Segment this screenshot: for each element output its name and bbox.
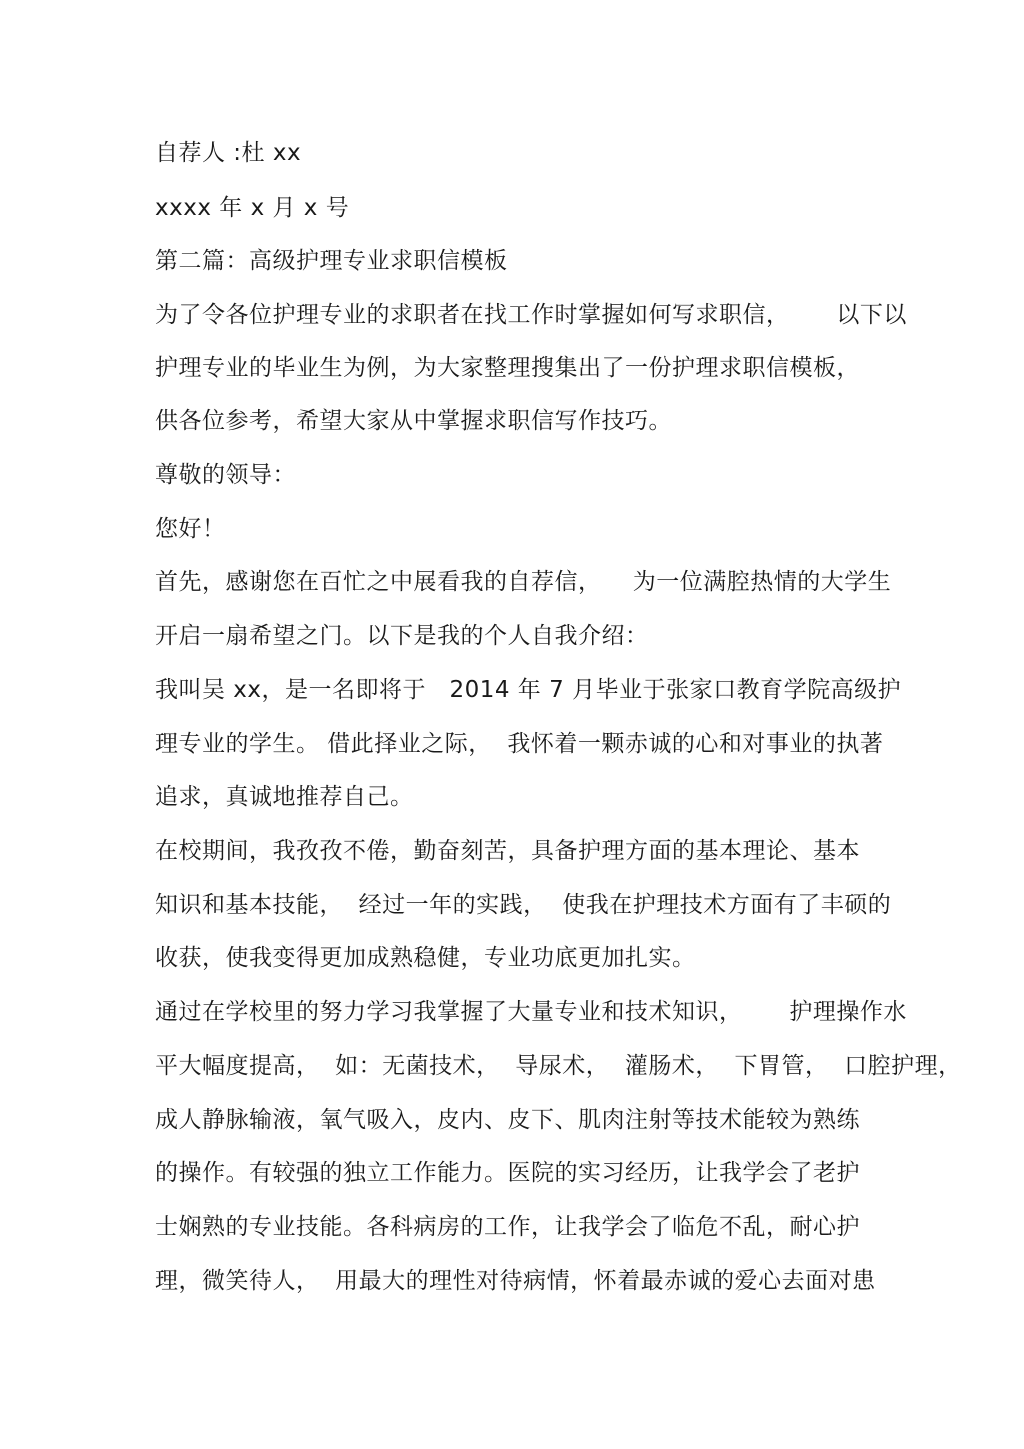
text-line: xxxx 年 x 月 x 号 <box>155 195 350 221</box>
text-line: 在校期间，我孜孜不倦，勤奋刻苦，具备护理方面的基本理论、基本 <box>155 838 860 864</box>
text-line: 理专业的学生。 借此择业之际， 我怀着一颗赤诚的心和对事业的执著 <box>155 731 884 757</box>
text-line: 平大幅度提高， 如：无菌技术， 导尿术， 灌肠术， 下胃管， 口腔护理， <box>155 1053 962 1079</box>
text-line: 士娴熟的专业技能。各科病房的工作，让我学会了临危不乱，耐心护 <box>155 1214 860 1240</box>
text-line: 护理专业的毕业生为例，为大家整理搜集出了一份护理求职信模板， <box>155 355 860 381</box>
text-line: 第二篇：高级护理专业求职信模板 <box>155 248 508 274</box>
text-line: 成人静脉输液，氧气吸入，皮内、皮下、肌肉注射等技术能较为熟练 <box>155 1107 860 1133</box>
text-line: 我叫吴 xx，是一名即将于 2014 年 7 月毕业于张家口教育学院高级护 <box>155 677 902 703</box>
text-line: 通过在学校里的努力学习我掌握了大量专业和技术知识， 护理操作水 <box>155 999 907 1025</box>
text-line: 追求，真诚地推荐自己。 <box>155 784 414 810</box>
text-line: 开启一扇希望之门。以下是我的个人自我介绍： <box>155 623 649 649</box>
text-line: 供各位参考，希望大家从中掌握求职信写作技巧。 <box>155 408 672 434</box>
text-line: 的操作。有较强的独立工作能力。医院的实习经历，让我学会了老护 <box>155 1160 860 1186</box>
text-line: 首先，感谢您在百忙之中展看我的自荐信， 为一位满腔热情的大学生 <box>155 569 892 595</box>
text-line: 自荐人 :杜 xx <box>155 140 302 166</box>
text-line: 尊敬的领导： <box>155 462 296 488</box>
text-line: 理，微笑待人， 用最大的理性对待病情，怀着最赤诚的爱心去面对患 <box>155 1268 876 1294</box>
text-line: 为了令各位护理专业的求职者在找工作时掌握如何写求职信， 以下以 <box>155 302 907 328</box>
text-line: 您好！ <box>155 516 226 542</box>
text-line: 知识和基本技能， 经过一年的实践， 使我在护理技术方面有了丰硕的 <box>155 892 892 918</box>
text-line: 收获，使我变得更加成熟稳健，专业功底更加扎实。 <box>155 945 696 971</box>
